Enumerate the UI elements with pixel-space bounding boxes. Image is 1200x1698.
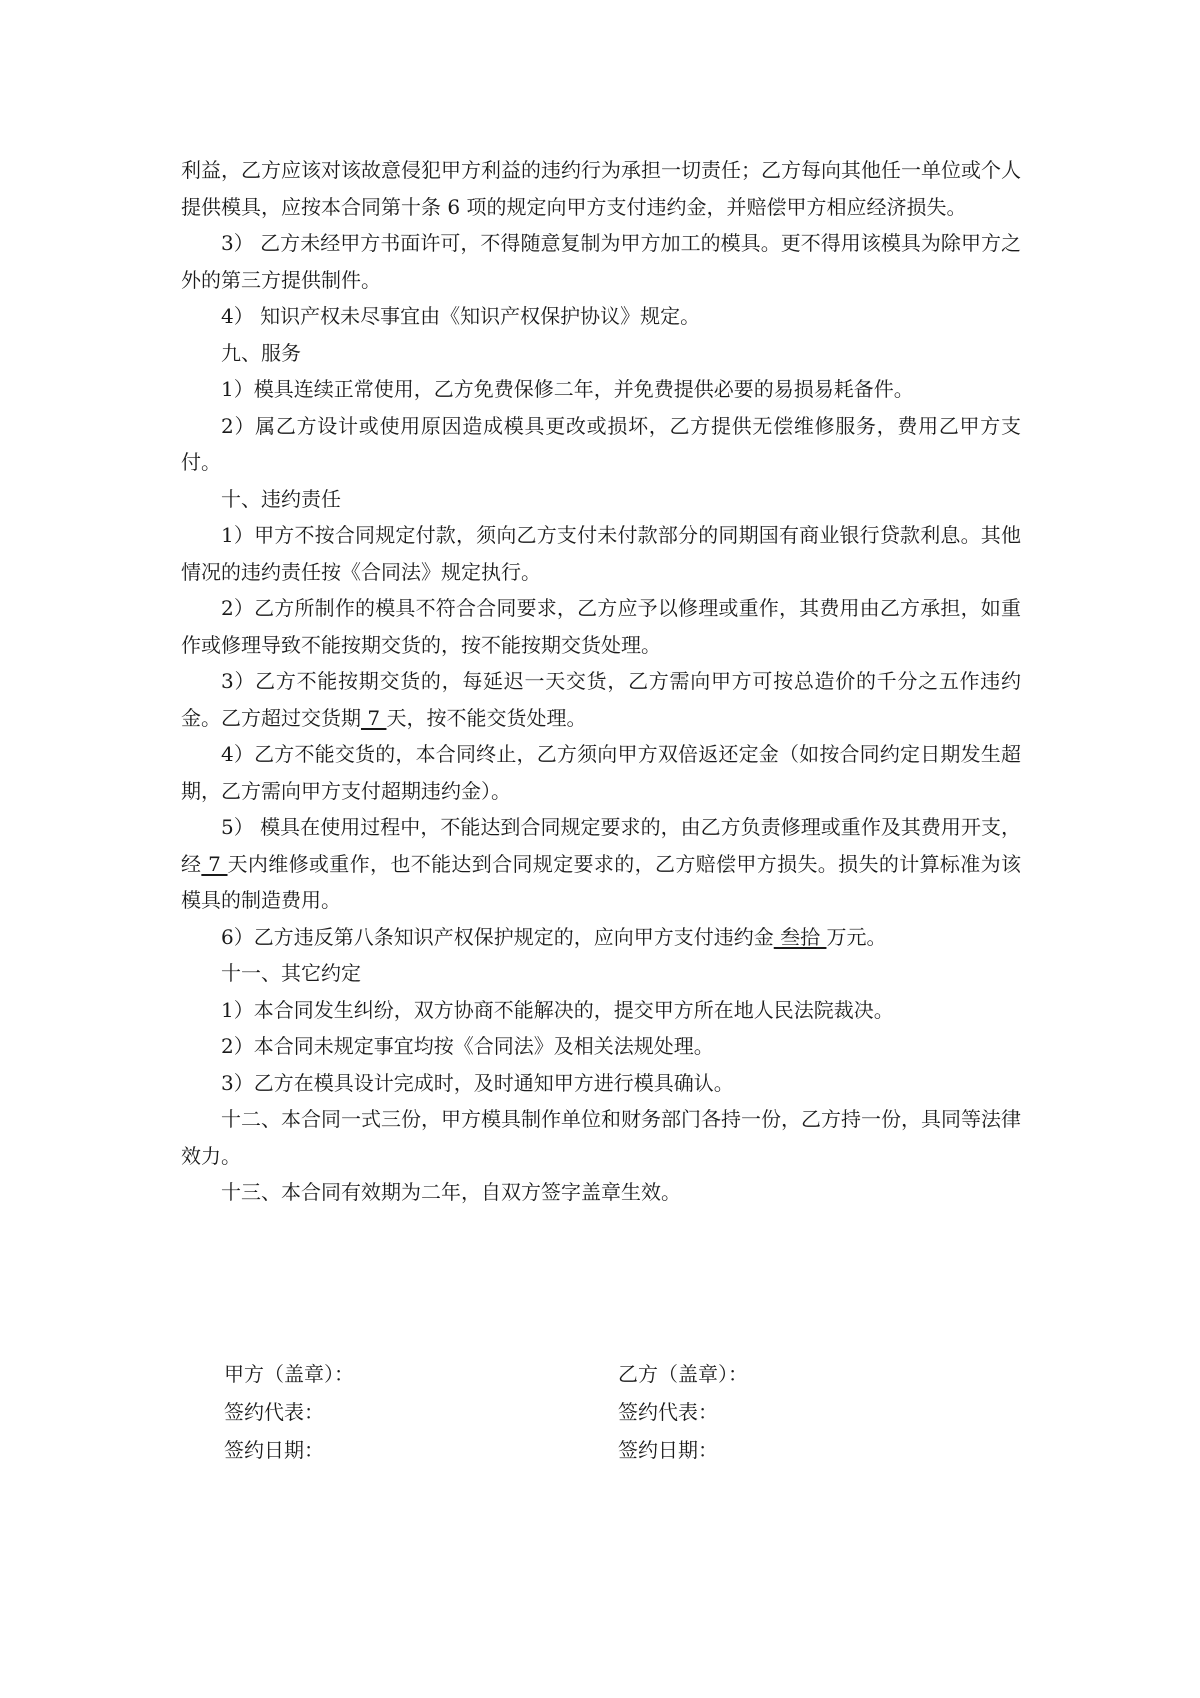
signature-rep-row [224, 1393, 1024, 1431]
paragraph-text: 十、违约责任 [221, 486, 341, 511]
paragraph [181, 663, 1021, 736]
party-a-date-label: 签约日期： [224, 1438, 324, 1462]
paragraph-text: 十二、本合同一式三份，甲方模具制作单位和财务部门各持一份，乙方持一份，具同等法律效力。 [181, 1107, 1021, 1168]
paragraph-text: 天，按不能交货处理。 [386, 705, 587, 730]
paragraph-text: 6）乙方违反第八条知识产权保护规定的，应向甲方支付违约金 [221, 924, 774, 949]
paragraph-text: 十三、本合同有效期为二年，自双方签字盖章生效。 [221, 1180, 681, 1204]
party-a-rep-label: 签约代表： [224, 1400, 324, 1424]
filled-blank: 7 [201, 851, 228, 876]
paragraph-text: 1）本合同发生纠纷，双方协商不能解决的，提交甲方所在地人民法院裁决。 [221, 997, 894, 1022]
paragraph [181, 517, 1021, 590]
paragraph-text: 3）乙方在模具设计完成时，及时通知甲方进行模具确认。 [221, 1070, 734, 1095]
paragraph-text: 十一、其它约定 [221, 961, 361, 985]
contract-body [181, 152, 1021, 1211]
paragraph-text: 天内维修或重作，也不能达到合同规定要求的，乙方赔偿甲方损失。损失的计算标准为该模具的制造费用。 [181, 851, 1021, 912]
paragraph-text: 九、服务 [221, 340, 301, 365]
paragraph [181, 992, 1021, 1029]
paragraph [181, 1101, 1021, 1174]
paragraph-text: 2）本合同未规定事宜均按《合同法》及相关法规处理。 [221, 1034, 714, 1058]
paragraph [181, 1174, 1021, 1211]
paragraph [181, 1065, 1021, 1102]
paragraph [181, 481, 1021, 518]
signature-block [224, 1355, 1024, 1469]
paragraph-text: 3） 乙方未经甲方书面许可，不得随意复制为甲方加工的模具。更不得用该模具为除甲方之外的第三方提供制件。 [181, 231, 1021, 292]
paragraph-text: 5） 模具在使用过程中，不能达到合同规定要求的，由乙方负责修理或重作及其费用开支，经 [181, 815, 1021, 876]
party-b-date-label: 签约日期： [618, 1438, 718, 1462]
paragraph [181, 736, 1021, 809]
signature-seal-row [224, 1355, 1024, 1393]
paragraph-text: 2）乙方所制作的模具不符合合同要求，乙方应予以修理或重作，其费用由乙方承担，如重作或修理导致不能按期交货的，按不能按期交货处理。 [181, 596, 1021, 657]
signature-date-row [224, 1431, 1024, 1469]
paragraph-text: 4） 知识产权未尽事宜由《知识产权保护协议》规定。 [221, 304, 701, 328]
paragraph [181, 408, 1021, 481]
paragraph [181, 809, 1021, 919]
paragraph [181, 152, 1021, 225]
paragraph-text: 1）模具连续正常使用，乙方免费保修二年，并免费提供必要的易损易耗备件。 [221, 377, 914, 401]
paragraph [181, 1028, 1021, 1065]
paragraph [181, 919, 1021, 956]
paragraph-text: 万元。 [826, 924, 887, 949]
filled-blank: 7 [361, 705, 387, 730]
paragraph-text: 3）乙方不能按期交货的，每延迟一天交货，乙方需向甲方可按总造价的千分之五作违约金。乙方超过交货期 [181, 669, 1021, 730]
paragraph [181, 590, 1021, 663]
party-b-rep-label: 签约代表： [618, 1400, 718, 1424]
filled-blank: 叁拾 [773, 924, 827, 949]
paragraph [181, 955, 1021, 992]
paragraph [181, 225, 1021, 298]
paragraph [181, 335, 1021, 372]
paragraph-text: 利益，乙方应该对该故意侵犯甲方利益的违约行为承担一切责任；乙方每向其他任一单位或个人提供模具，应按本合同第十条 6 项的规定向甲方支付违约金，并赔偿甲方相应经济损失。 [181, 158, 1021, 219]
paragraph-text: 2）属乙方设计或使用原因造成模具更改或损坏，乙方提供无偿维修服务，费用乙甲方支付。 [181, 413, 1021, 474]
paragraph-text: 1）甲方不按合同规定付款，须向乙方支付未付款部分的同期国有商业银行贷款利息。其他情况的违约责任按《合同法》规定执行。 [181, 523, 1021, 584]
party-a-seal-label: 甲方（盖章）： [224, 1362, 354, 1386]
paragraph [181, 298, 1021, 335]
paragraph [181, 371, 1021, 408]
party-b-seal-label: 乙方（盖章）： [618, 1362, 748, 1386]
paragraph-text: 4）乙方不能交货的，本合同终止，乙方须向甲方双倍返还定金（如按合同约定日期发生超期，乙方需向甲方支付超期违约金）。 [181, 742, 1021, 803]
